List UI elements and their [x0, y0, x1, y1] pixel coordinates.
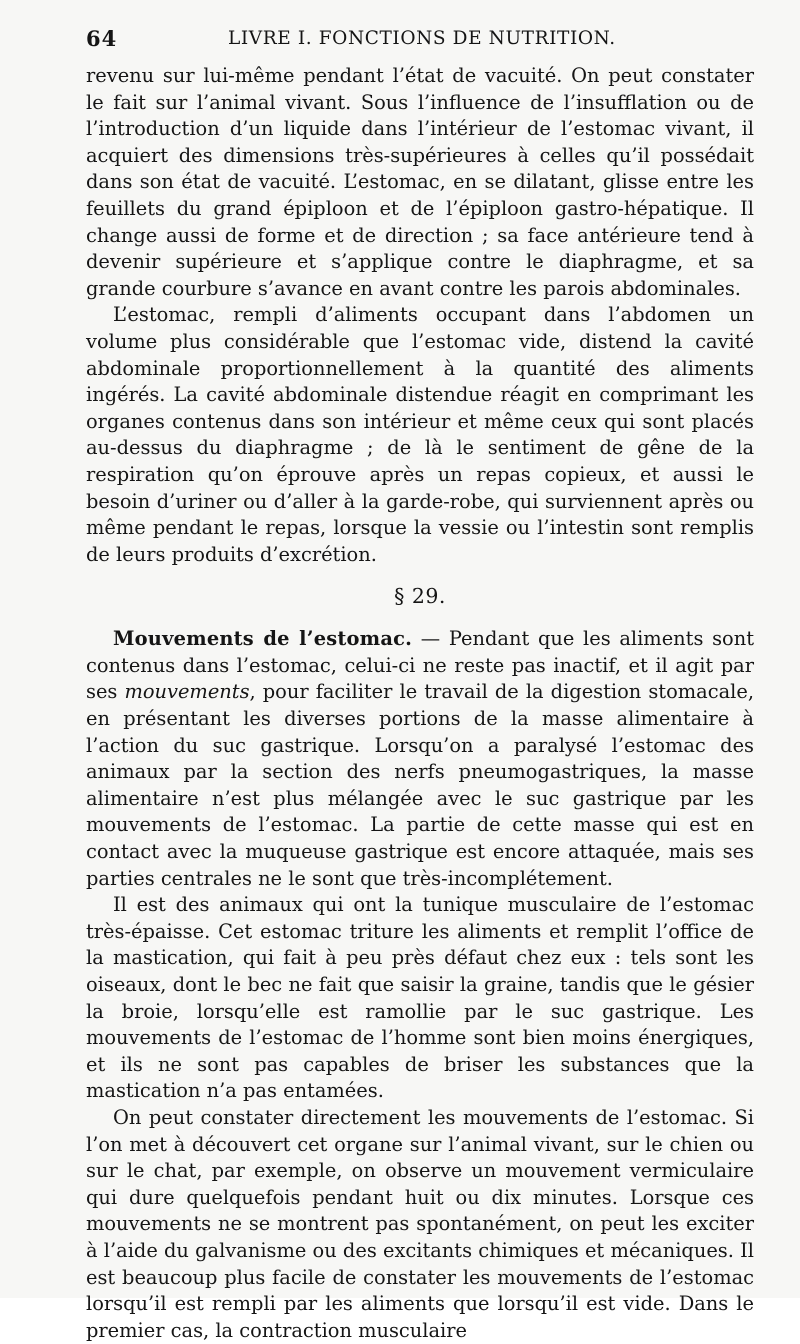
- continued-paragraph: revenu sur lui-même pendant l’état de vacuité. On peut constater le fait sur l’animal vivant. Sous l’influence de l’insufflation ou de l’introduction d’un liquide dans l’intérieur de l’estomac vivant, il acquiert des dimensions très-supérieures à celles qu’il possédait dans son état de vacuité. L’estomac, en se dilatant, glisse entre les feuillets du grand épiploon et de l’épiploon gastro-hépatique. Il change aussi de forme et de direction ; sa face antérieure tend à devenir supérieure et s’applique contre le diaphragme, et sa grande courbure s’avance en avant contre les parois abdominales.: [86, 64, 754, 300]
- abdomen-paragraph: L’estomac, rempli d’aliments occupant dans l’abdomen un volume plus considérable que l’estomac vide, distend la cavité abdominale proportionnellement à la quantité des aliments ingérés. La cavité abdominale distendue réagit en comprimant les organes contenus dans son intérieur et même ceux qui sont placés au-dessus du diaphragme ; de là le sentiment de gêne de la respiration qu’on éprouve après un repas copieux, et aussi le besoin d’uriner ou d’aller à la garde-robe, qui surviennent après ou même pendant le repas, lorsque la vessie ou l’intestin sont remplis de leurs produits d’excrétion.: [86, 303, 754, 566]
- paragraph-text-after-emphasis: , pour faciliter le travail de la digestion stomacale, en présentant les diverses portions de la masse alimentaire à l’action du suc gastrique. Lorsqu’on a paralysé l’estomac des animaux par la section des nerfs pneumogastriques, la masse alimentaire n’est plus mélangée avec le suc gastrique par les mouvements de l’estomac. La partie de cette masse qui est en contact avec la muqueuse gastrique est encore attaquée, mais ses parties centrales ne le sont que très-incomplétement.: [86, 680, 754, 890]
- run-in-title: Mouvements de l’estomac.: [113, 627, 413, 651]
- paragraph-text-before-emphasis: — Pendant que les aliments sont contenus dans l’estomac, celui-ci ne reste pas inactif, et il agit par ses: [86, 627, 755, 704]
- page-header: [86, 26, 748, 58]
- italic-emphasis: mouvements: [124, 680, 250, 704]
- section-heading: § 29.: [394, 584, 446, 609]
- page-body: [86, 63, 754, 1344]
- running-title: LIVRE I. FONCTIONS DE NUTRITION.: [228, 28, 616, 49]
- direct-observation-paragraph: On peut constater directement les mouvements de l’estomac. Si l’on met à découvert cet organe sur l’animal vivant, sur le chien ou sur le chat, par exemple, on observe un mouvement vermiculaire qui dure quelquefois pendant huit ou dix minutes. Lorsque ces mouvements ne se montrent pas spontanément, on peut les exciter à l’aide du galvanisme ou des excitants chimiques et mécaniques. Il est beaucoup plus facile de constater les mouvements de l’estomac lorsqu’il est rempli par les aliments que lorsqu’il est vide. Dans le premier cas, la contraction musculaire: [86, 1105, 754, 1342]
- page-number: 64: [86, 26, 118, 51]
- animal-stomach-paragraph: Il est des animaux qui ont la tunique musculaire de l’estomac très-épaisse. Cet estomac triture les aliments et remplit l’office de la mastication, qui fait à peu près défaut chez eux : tels sont les oiseaux, dont le bec ne fait que saisir la graine, tandis que le gésier la broie, lorsqu’elle est ramollie par le suc gastrique. Les mouvements de l’estomac de l’homme sont bien moins énergiques, et ils ne sont pas capables de briser les substances que la mastication n’a pas entamées.: [86, 893, 754, 1103]
- stomach-movements-paragraph: [86, 626, 754, 892]
